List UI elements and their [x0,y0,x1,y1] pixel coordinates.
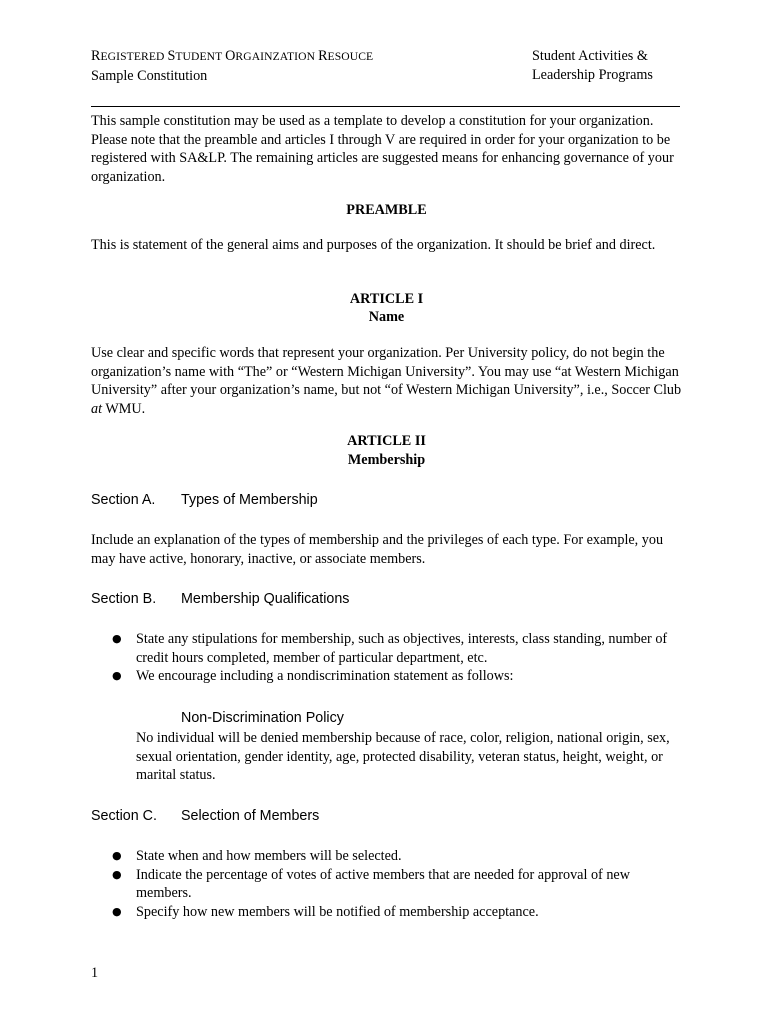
header-title [91,47,511,67]
article2-heading: ARTICLE II [347,433,426,449]
article1-text-main: Use clear and specific words that represent your organization. Per University policy, do not begin the organization’s name with “The” or “Western Michigan University”. You may use “at Western Michigan University” after your organization’s name, but not “of Western Michigan University”, i.e., Soccer Club [91,345,682,398]
bullet-icon: ● [112,867,122,881]
section-c-title: Selection of Members [181,808,320,824]
bullet-icon: ● [112,849,122,862]
intro-paragraph: This sample constitution may be used as a template to develop a constitution for your organization. Please note that the preamble and articles I through V are required in order for your organization to be registered with SA&LP. The remaining articles are suggested means for enhancing governance of your organization. [91,113,674,185]
bullet-icon: ● [112,904,122,918]
article1-text-end: WMU. [102,400,146,417]
preamble-text: This is statement of the general aims and purposes of the organization. It should be brief and direct. [91,237,656,253]
preamble-heading: PREAMBLE [346,202,427,218]
bullet-icon: ● [112,632,122,645]
bullet-icon: ● [112,669,122,682]
section-a-text: Include an explanation of the types of membership and the privileges of each type. For example, you may have active, honorary, inactive, or associate members. [91,532,664,567]
article1-heading: ARTICLE I [349,291,424,307]
header-title-cap: O [225,48,236,64]
header-divider [91,106,680,107]
header-title-cap: R [318,48,328,64]
header-title-cap: S [167,48,176,64]
header-title-word: ESOUCE [327,50,374,63]
section-b-bullets [112,630,682,686]
list-item [112,903,682,922]
list-item [112,630,682,667]
header-subtitle: Sample Constitution [91,67,208,84]
header-department-line2: Leadership Programs [532,66,653,83]
article2-subheading: Membership [347,452,426,468]
section-c-bullets [112,847,682,921]
article1-text [91,344,682,418]
section-a-title: Types of Membership [181,492,318,508]
section-c-label: Section C. [91,808,157,824]
header-department-line1: Student Activities & [532,48,648,64]
section-b-heading [91,590,682,608]
header-left [91,47,511,85]
page-number: 1 [91,965,99,981]
header-title-word: EGISTERED [100,50,168,63]
article1-text-italic: at [91,400,103,417]
header-title-word: TUDENT [175,50,226,63]
list-item-text: We encourage including a nondiscrimination statement as follows: [136,668,514,684]
section-a-heading [91,491,682,509]
header-right [532,47,732,84]
section-a-label: Section A. [91,492,156,508]
header-title-cap: R [91,48,101,64]
list-item-text: Specify how new members will be notified of membership acceptance. [136,903,539,920]
list-item-text: State any stipulations for membership, such as objectives, interests, class standing, number of credit hours completed, member of particular department, etc. [136,631,668,666]
section-c-heading [91,807,682,825]
list-item [112,866,682,903]
article1-subheading: Name [368,309,405,325]
policy-text: No individual will be denied membership because of race, color, religion, national origin, sex, sexual orientation, gender identity, age, protected disability, veteran status, height, weight, or marital status. [136,730,670,783]
list-item-text: State when and how members will be selected. [136,848,402,864]
section-b-title: Membership Qualifications [181,591,350,607]
policy-title: Non-Discrimination Policy [181,710,344,726]
section-b-label: Section B. [91,591,157,607]
list-item-text: Indicate the percentage of votes of active members that are needed for approval of new members. [136,866,630,901]
list-item [112,847,682,866]
header-title-word: RGAINZATION [235,50,319,63]
list-item [112,667,682,686]
